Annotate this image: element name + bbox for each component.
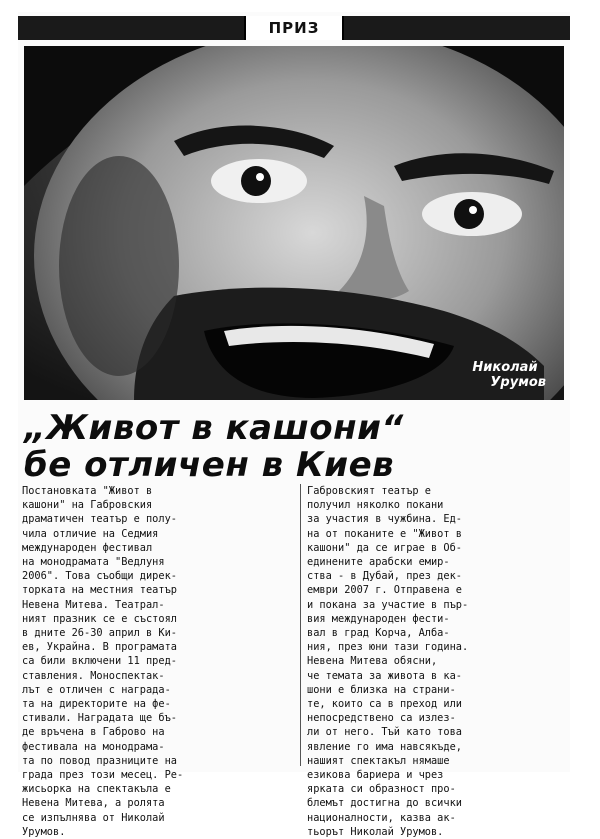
text-line: 2006". Това съобщи дирек- <box>22 570 177 583</box>
text-line: се изпълнява от Николай <box>22 811 165 824</box>
text-line: на монодрамата "Ведлуня <box>22 556 165 569</box>
text-line: де връчена в Габрово на <box>22 726 165 739</box>
text-line: ния, през юни тази година. <box>307 641 469 654</box>
text-line: драматичен театър е полу- <box>22 513 177 526</box>
text-line: Невена Митева, а ролята <box>22 797 165 810</box>
text-line: са били включени 11 пред- <box>22 655 177 668</box>
photo-credit-first-name: Николай <box>472 360 538 375</box>
face-portrait-illustration <box>24 46 564 400</box>
rubric-bar <box>18 16 570 40</box>
text-line: ства - в Дубай, през дек- <box>307 570 462 583</box>
text-line: на от поканите е "Живот в <box>307 527 462 540</box>
photo-credit-last-name: Урумов <box>490 375 546 390</box>
photo-credit <box>472 360 546 390</box>
text-line: националности, казва ак- <box>307 811 456 824</box>
rubric-label: ПРИЗ <box>244 16 344 40</box>
headline <box>24 410 568 484</box>
text-line: непосредствено са излез- <box>307 712 456 725</box>
text-line: ярката си образност про- <box>307 783 456 796</box>
text-line: получил няколко покани <box>307 499 444 512</box>
text-line: града през този месец. Ре- <box>22 769 184 782</box>
text-line: тьорът Николай Урумов. <box>307 825 444 838</box>
text-line: вия международен фести- <box>307 612 450 625</box>
article-photo <box>24 46 564 400</box>
text-line: единените арабски емир- <box>307 556 450 569</box>
text-line: блемът достигна до всички <box>307 797 462 810</box>
text-line: те, които са в преход или <box>307 698 462 711</box>
text-line: Габровският театър е <box>307 485 431 497</box>
text-line: нашият спектакъл нямаше <box>307 754 450 767</box>
text-line: ември 2007 г. Отправена е <box>307 584 462 597</box>
text-line: вал в град Корча, Албa- <box>307 627 450 640</box>
article-column-left <box>22 484 288 839</box>
text-line: ният празник се е състоял <box>22 612 177 625</box>
text-line: лът е отличен с награда- <box>22 683 171 696</box>
text-line: Урумов. <box>22 825 66 838</box>
text-line: торката на местния театър <box>22 584 177 597</box>
text-line: Невена Митева обясни, <box>307 655 438 668</box>
text-line: ставления. Моноспектак- <box>22 669 165 682</box>
text-line: стивали. Наградата ще бъ- <box>22 712 177 725</box>
text-line: че темата за живота в ка- <box>307 669 462 682</box>
text-line: жисьорка на спектакъла е <box>22 783 171 796</box>
text-line: ев, Украйна. В програмата <box>22 641 177 654</box>
text-line: та на директорите на фе- <box>22 698 171 711</box>
headline-line-2: бе отличен в Киев <box>24 445 395 485</box>
headline-line-1: „Живот в кашони“ <box>24 408 404 448</box>
text-line: явление го има навсякъде, <box>307 740 462 753</box>
text-line: езикова бариера и чрез <box>307 769 444 782</box>
article-body <box>22 484 566 838</box>
text-line: и покана за участие в пър- <box>307 598 469 611</box>
text-line: Постановката "Живот в <box>22 485 153 497</box>
text-line: Невена Митева. Театрал- <box>22 598 165 611</box>
text-line: за участия в чужбина. Ед- <box>307 513 462 526</box>
text-line: кашони" да се играе в Об- <box>307 541 462 554</box>
text-line: ли от него. Тъй като това <box>307 726 462 739</box>
text-line: шони е близка на страни- <box>307 683 456 696</box>
text-line: фестивала на монодрама- <box>22 740 165 753</box>
article-column-right <box>300 484 567 838</box>
text-line: кашони" на Габровския <box>22 499 153 512</box>
text-line: в дните 26-30 април в Ки- <box>22 627 177 640</box>
text-line: международен фестивал <box>22 541 153 554</box>
text-line: та по повод празниците на <box>22 754 177 767</box>
text-line: чила отличие на Седмия <box>22 527 159 540</box>
newspaper-clipping <box>18 12 570 838</box>
